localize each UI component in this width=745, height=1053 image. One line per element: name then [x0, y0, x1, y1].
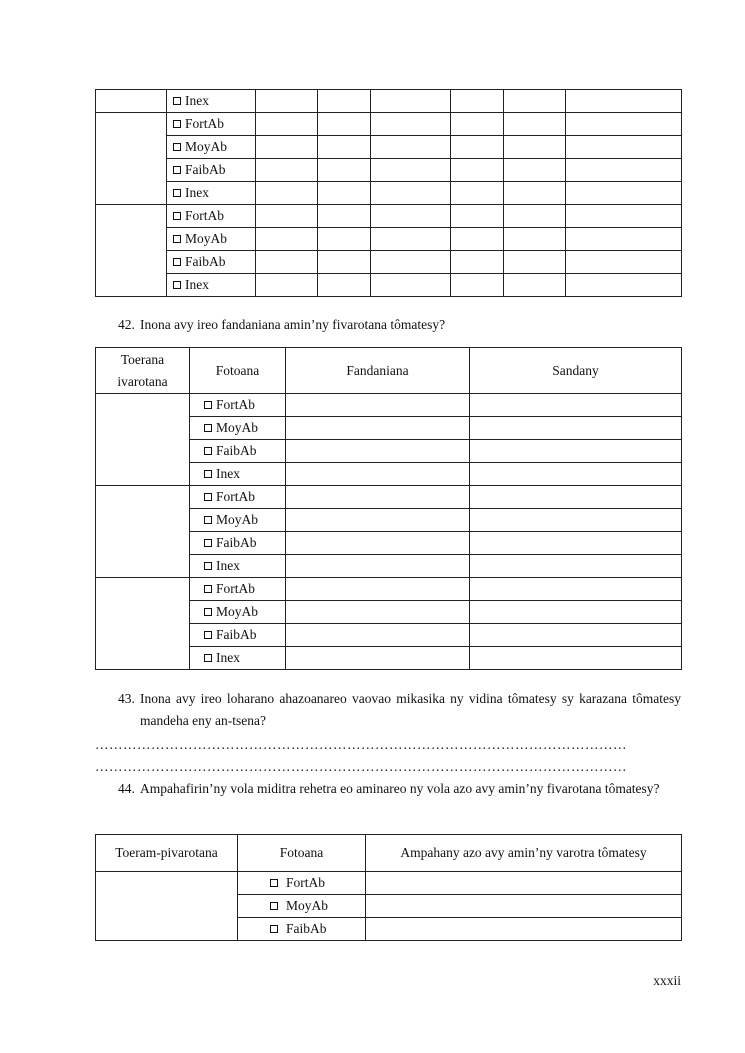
checkbox-icon[interactable] — [173, 97, 181, 105]
option-cell[interactable]: MoyAb — [190, 509, 286, 532]
checkbox-icon[interactable] — [204, 562, 212, 570]
checkbox-icon[interactable] — [173, 166, 181, 174]
option-cell[interactable]: FaibAb — [190, 532, 286, 555]
header-toeram-pivarotana: Toeram-pivarotana — [96, 835, 238, 872]
table-row — [96, 182, 682, 205]
table-row — [96, 113, 682, 136]
option-cell[interactable]: FaibAb — [238, 918, 366, 941]
checkbox-icon[interactable] — [204, 654, 212, 662]
option-cell[interactable]: FaibAb — [167, 251, 256, 274]
table-row — [96, 274, 682, 297]
checkbox-icon[interactable] — [173, 281, 181, 289]
table-header-row — [96, 835, 682, 872]
answer-line[interactable]: …………………………………………………………………………………………………… — [95, 759, 627, 774]
option-cell[interactable]: Inex — [167, 90, 256, 113]
group-cell[interactable] — [96, 113, 167, 205]
checkbox-icon[interactable] — [204, 493, 212, 501]
checkbox-icon[interactable] — [270, 925, 278, 933]
checkbox-icon[interactable] — [173, 120, 181, 128]
expenses-table — [95, 347, 682, 670]
table-row — [96, 90, 682, 113]
group-cell[interactable] — [96, 394, 190, 486]
option-cell[interactable]: Inex — [167, 182, 256, 205]
option-cell[interactable]: FortAb — [190, 394, 286, 417]
option-cell[interactable]: FaibAb — [190, 624, 286, 647]
page-number: xxxii — [653, 973, 681, 988]
checkbox-icon[interactable] — [204, 447, 212, 455]
table-row — [96, 228, 682, 251]
checkbox-icon[interactable] — [173, 235, 181, 243]
income-share-table — [95, 834, 682, 941]
option-cell[interactable]: MoyAb — [190, 417, 286, 440]
checkbox-icon[interactable] — [204, 608, 212, 616]
checkbox-icon[interactable] — [270, 879, 278, 887]
option-cell[interactable]: FaibAb — [167, 159, 256, 182]
header-fandaniana: Fandaniana — [286, 348, 470, 394]
option-cell[interactable]: Inex — [190, 555, 286, 578]
option-cell[interactable]: MoyAb — [167, 228, 256, 251]
header-fotoana: Fotoana — [238, 835, 366, 872]
option-cell[interactable]: FortAb — [190, 578, 286, 601]
table-continued — [95, 89, 682, 297]
option-cell[interactable]: Inex — [190, 463, 286, 486]
option-cell[interactable]: Inex — [190, 647, 286, 670]
question-43: 43. Inona avy ireo loharano ahazoanareo vaovao mikasika ny vidina tômatesy sy karazana tômatesy mandeha eny an-tsena? — [118, 691, 681, 728]
option-cell[interactable]: FortAb — [167, 113, 256, 136]
option-cell[interactable]: MoyAb — [238, 895, 366, 918]
table-row — [96, 205, 682, 228]
header-ampahany: Ampahany azo avy amin’ny varotra tômatesy — [366, 835, 682, 872]
checkbox-icon[interactable] — [173, 189, 181, 197]
table-row — [96, 872, 682, 895]
answer-line[interactable]: …………………………………………………………………………………………………… — [95, 737, 627, 752]
option-cell[interactable]: FortAb — [190, 486, 286, 509]
checkbox-icon[interactable] — [173, 143, 181, 151]
option-cell[interactable]: Inex — [167, 274, 256, 297]
option-cell[interactable]: MoyAb — [190, 601, 286, 624]
table-row — [96, 578, 682, 601]
table-row — [96, 136, 682, 159]
option-cell[interactable]: FortAb — [167, 205, 256, 228]
table-row — [96, 159, 682, 182]
checkbox-icon[interactable] — [204, 539, 212, 547]
header-sandany: Sandany — [470, 348, 682, 394]
question-42: 42. Inona avy ireo fandaniana amin’ny fivarotana tômatesy? — [118, 317, 446, 332]
checkbox-icon[interactable] — [204, 631, 212, 639]
group-cell[interactable] — [96, 872, 238, 941]
checkbox-icon[interactable] — [204, 585, 212, 593]
group-cell[interactable] — [96, 205, 167, 297]
table-row — [96, 394, 682, 417]
checkbox-icon[interactable] — [204, 516, 212, 524]
header-toerana-ivarotana: Toerana ivarotana — [96, 348, 190, 394]
table-row — [96, 251, 682, 274]
checkbox-icon[interactable] — [204, 401, 212, 409]
table-header-row — [96, 348, 682, 394]
option-cell[interactable]: MoyAb — [167, 136, 256, 159]
option-cell[interactable]: FortAb — [238, 872, 366, 895]
table-row — [96, 486, 682, 509]
option-cell[interactable]: FaibAb — [190, 440, 286, 463]
header-fotoana: Fotoana — [190, 348, 286, 394]
checkbox-icon[interactable] — [270, 902, 278, 910]
checkbox-icon[interactable] — [204, 424, 212, 432]
checkbox-icon[interactable] — [173, 212, 181, 220]
checkbox-icon[interactable] — [204, 470, 212, 478]
group-cell[interactable] — [96, 486, 190, 578]
group-cell[interactable] — [96, 578, 190, 670]
question-44: 44. Ampahafirin’ny vola miditra rehetra eo aminareo ny vola azo avy amin’ny fivarotana tômatesy? — [118, 781, 660, 796]
checkbox-icon[interactable] — [173, 258, 181, 266]
